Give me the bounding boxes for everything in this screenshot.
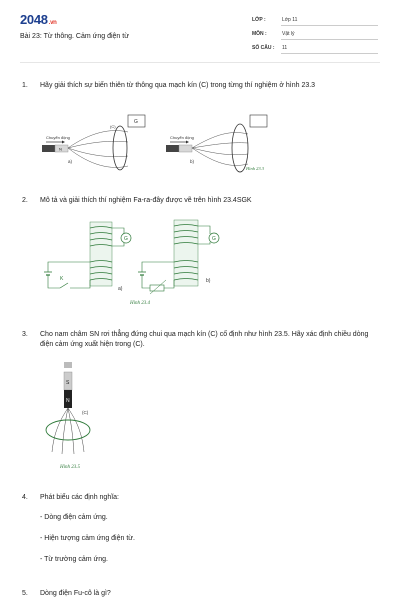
- panel-label: a): [68, 159, 73, 164]
- logo-main: 2048: [20, 12, 48, 27]
- figure-23-4: [38, 216, 238, 308]
- magnet-holder: [64, 362, 72, 368]
- class-label: LỚP :: [252, 17, 266, 23]
- magnet-north: [179, 145, 192, 152]
- definition-item: - Hiện tượng cảm ứng điện từ.: [40, 535, 135, 542]
- arrow-head: [186, 141, 189, 144]
- experiment-a: [42, 115, 145, 170]
- closed-loop: [113, 126, 127, 170]
- meta-divider: [281, 53, 378, 54]
- subject-value: Vật lý: [282, 31, 295, 37]
- question-4: [22, 493, 382, 505]
- logo-suffix: .vn: [48, 20, 57, 26]
- question-number: 1.: [22, 82, 28, 89]
- panel-label: b): [190, 159, 195, 164]
- question-text: Mô tả và giải thích thí nghiệm Fa-ra-đây được vẽ trên hình 23.4SGK: [40, 197, 252, 204]
- circuit-label: (C): [110, 124, 116, 129]
- panel-label: a): [118, 286, 123, 292]
- question-2: [22, 196, 382, 208]
- coil-core: [174, 220, 198, 286]
- figure-23-3: [36, 112, 296, 174]
- question-text: Hãy giải thích sự biến thiên từ thông qua mạch kín (C) trong từng thí nghiệm ở hình 23.3: [40, 82, 316, 89]
- panel-label: b): [206, 278, 211, 284]
- circuit-label: (C): [82, 410, 89, 415]
- north-label: N: [66, 398, 70, 404]
- question-1: [22, 81, 382, 103]
- arrow-head: [62, 141, 65, 144]
- experiment-b: [166, 115, 267, 172]
- coil-core: [90, 222, 112, 286]
- galvanometer-label: G: [212, 236, 216, 242]
- figure-caption: Hình 23.5: [60, 465, 80, 470]
- closed-loop: [232, 124, 248, 172]
- galvanometer-label: G: [134, 119, 138, 125]
- question-number: 2.: [22, 197, 28, 204]
- question-number: 3.: [22, 331, 28, 338]
- north-label: N: [59, 146, 62, 152]
- question-text: Cho nam châm SN rơi thẳng đứng chui qua mạch kín (C) cố định như hình 23.5. Hãy xác định chiều dòng điện cảm ứng xuất hiện trong (C).: [40, 331, 369, 348]
- motion-label: Chuyển động: [46, 135, 70, 140]
- page-title: Bài 23: Từ thông. Cảm ứng điện từ: [20, 33, 129, 40]
- experiment-a: [44, 222, 131, 292]
- magnet-south: [166, 145, 179, 152]
- switch-label: K: [60, 276, 64, 282]
- question-text: Dòng điện Fu-cô là gì?: [40, 590, 111, 597]
- question-number: 5.: [22, 590, 28, 597]
- class-value: Lớp 11: [282, 17, 298, 23]
- question-number: 4.: [22, 494, 28, 501]
- south-label: S: [66, 380, 70, 386]
- meta-divider: [281, 25, 378, 26]
- site-logo[interactable]: [20, 12, 57, 27]
- galvanometer-label: G: [124, 236, 128, 242]
- count-value: 11: [282, 45, 288, 51]
- header: [0, 0, 400, 62]
- question-5: [22, 589, 382, 599]
- switch-k: [60, 283, 68, 288]
- definition-item: - Dòng điện cảm ứng.: [40, 514, 108, 521]
- motion-label: Chuyển động: [170, 135, 194, 140]
- closed-loop: [46, 420, 90, 440]
- question-text: Phát biểu các định nghĩa:: [40, 494, 120, 501]
- galvanometer: [250, 115, 267, 127]
- count-label: SỐ CÂU :: [252, 45, 275, 51]
- header-divider: [20, 62, 380, 63]
- figure-23-5: [38, 360, 118, 472]
- experiment-b: [138, 220, 219, 294]
- question-3: [22, 330, 382, 352]
- figure-caption: Hình 23.4: [130, 301, 150, 306]
- definition-item: - Từ trường cảm ứng.: [40, 556, 108, 563]
- figure-caption: Hình 23.3: [246, 166, 264, 171]
- subject-label: MÔN :: [252, 31, 267, 37]
- magnet-south: [42, 145, 55, 152]
- meta-divider: [281, 39, 378, 40]
